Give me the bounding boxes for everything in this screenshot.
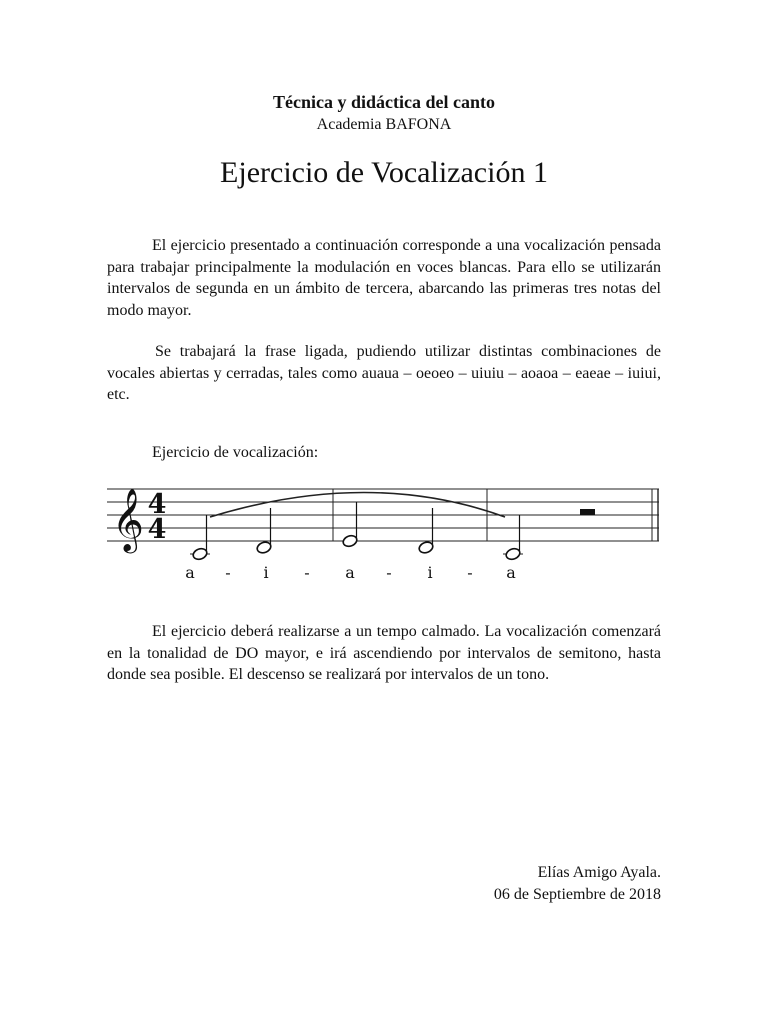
- score-label: Ejercicio de vocalización:: [152, 444, 319, 461]
- music-score: [0, 470, 768, 585]
- staff-lines: [107, 489, 659, 541]
- time-signature-denominator: 4: [147, 514, 167, 545]
- lyric-hyphen: -: [225, 563, 231, 582]
- treble-clef-icon: 𝄞: [112, 488, 144, 551]
- lyric-syllable: a: [345, 563, 355, 582]
- lyric-syllable: i: [427, 563, 433, 582]
- signature-block: [494, 862, 661, 906]
- note-c4: [503, 515, 523, 561]
- document-date: 06 de Septiembre de 2018: [493, 886, 661, 903]
- lyric-hyphen: -: [467, 563, 473, 582]
- paragraph-vowels: Se trabajará la frase ligada, pudiendo utilizar distintas combinaciones de vocales abiertas y cerradas, tales como auaua – oeoeo – uiuiu – aoaoa – eaeae – iuiui, etc.: [107, 343, 661, 403]
- academy-name: Academia BAFONA: [316, 116, 452, 133]
- note-e4: [342, 502, 359, 548]
- document-title: Ejercicio de Vocalización 1: [220, 156, 548, 189]
- lyric-hyphen: -: [386, 563, 392, 582]
- lyric-hyphen: -: [304, 563, 310, 582]
- lyric-syllable: a: [185, 563, 195, 582]
- paragraph-tempo: El ejercicio deberá realizarse a un tempo calmado. La vocalización comenzará en la tonalidad de DO mayor, e irá ascendiendo por intervalos de semitono, hasta donde sea posible. El descenso se realizará por intervalos de un tono.: [107, 623, 661, 683]
- slur-arc: [210, 493, 505, 518]
- lyric-syllable: a: [506, 563, 516, 582]
- time-signature-numerator: 4: [147, 489, 167, 520]
- paragraph-intro: El ejercicio presentado a continuación corresponde a una vocalización pensada para trabajar principalmente la modulación en voces blancas. Para ello se utilizarán intervalos de segunda en un ámbito de tercera, abarcando las primeras tres notas del modo mayor.: [107, 237, 661, 319]
- lyric-syllable: i: [263, 563, 269, 582]
- author-name: Elías Amigo Ayala.: [537, 864, 661, 881]
- note-c4: [190, 515, 210, 561]
- half-rest: [580, 509, 595, 515]
- course-title: Técnica y didáctica del canto: [273, 92, 495, 112]
